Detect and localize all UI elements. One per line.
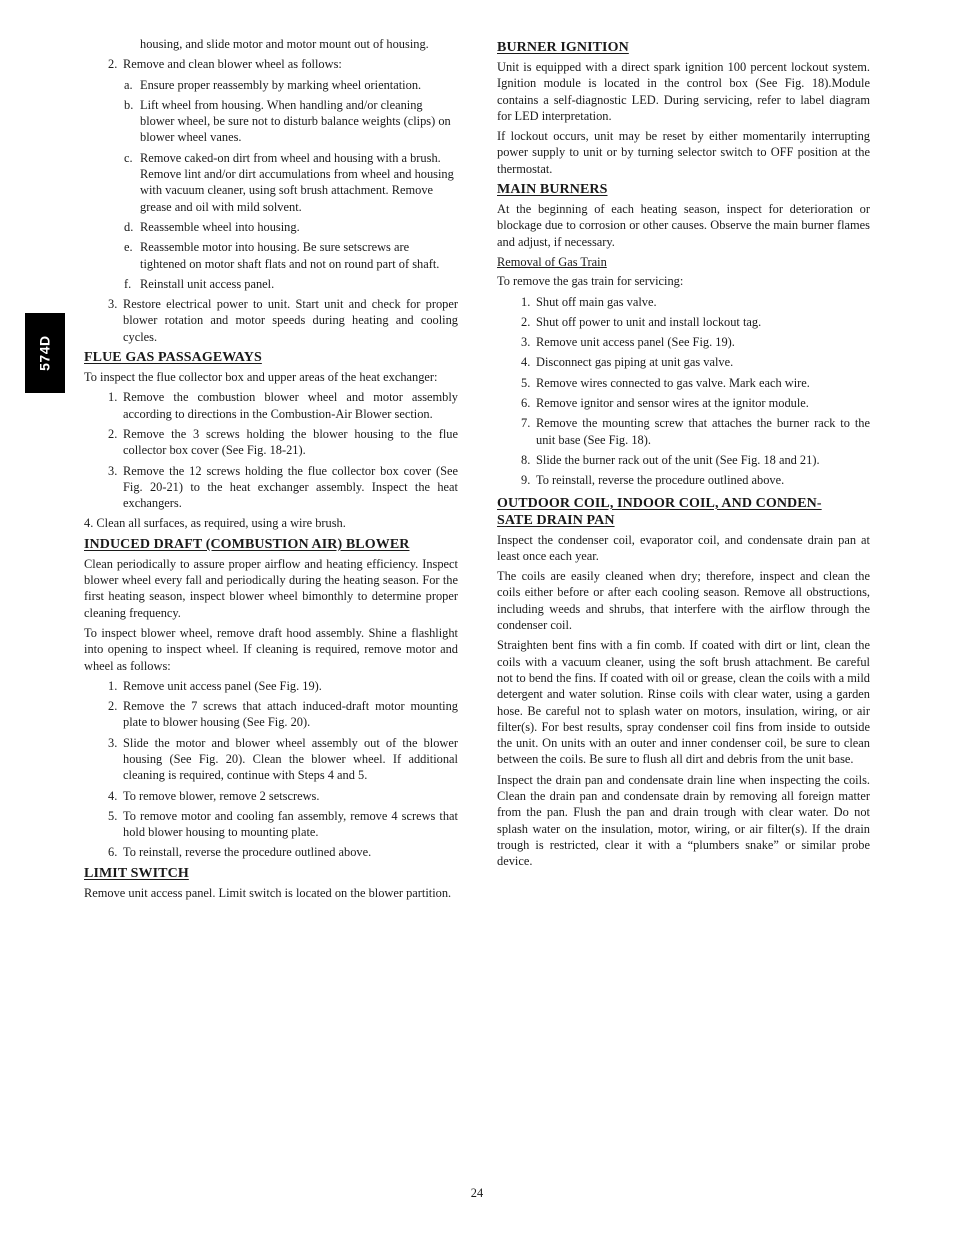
coil-p2: The coils are easily cleaned when dry; therefore, inspect and clean the coils either before or after each cooling season. Remove all obstructions, including weeds and shrubs, that interfere with the airflow through the condenser coil.: [497, 569, 870, 633]
burner-ignition-p2: If lockout occurs, unit may be reset by either momentarily interrupting power supply to unit or by turning selector switch to OFF position at the thermostat.: [497, 129, 870, 176]
list-item: 8. Slide the burner rack out of the unit (See Fig. 18 and 21).: [521, 452, 820, 467]
gas-train-subheading: Removal of Gas Train: [497, 254, 607, 269]
main-burners-heading: MAIN BURNERS: [497, 182, 608, 198]
list-item: 1. Shut off main gas valve.: [521, 294, 657, 309]
list-item: e. Reassemble motor into housing. Be sure setscrews are tightened on motor shaft flats and not on round part of shaft.: [124, 240, 440, 271]
gas-train-intro: To remove the gas train for servicing:: [497, 274, 684, 289]
model-tab-label: 574D: [36, 335, 53, 371]
blower-wheel-substeps: [84, 77, 458, 293]
main-burners-p1: At the beginning of each heating season, inspect for deterioration or blockage due to corrosion or other causes. Observe the main burner flames and adjust, if necessary.: [497, 202, 870, 249]
left-column: [84, 36, 458, 905]
list-item: 5. Remove wires connected to gas valve. Mark each wire.: [521, 375, 810, 390]
list-item: 6. Remove ignitor and sensor wires at the ignitor module.: [521, 396, 809, 411]
model-tab: [25, 313, 65, 393]
list-item: d. Reassemble wheel into housing.: [124, 219, 300, 234]
list-item: 3. Slide the motor and blower wheel assembly out of the blower housing (See Fig. 20). Clean the blower wheel. If additional cleaning is required, continue with Steps 4 and 5.: [108, 735, 458, 783]
right-column: [497, 36, 870, 873]
list-item: 3. Restore electrical power to unit. Start unit and check for proper blower rotation and motor speeds during heating and cooling cycles.: [108, 297, 458, 344]
list-item: 2. Remove the 7 screws that attach induced‑draft motor mounting plate to blower housing (See Fig. 20).: [108, 699, 458, 730]
induced-draft-heading: INDUCED DRAFT (COMBUSTION AIR) BLOWER: [84, 536, 410, 552]
induced-draft-steps: [84, 678, 458, 861]
list-item: a. Ensure proper reassembly by marking wheel orientation.: [124, 77, 422, 92]
flue-gas-step-4: 4. Clean all surfaces, as required, using a wire brush.: [84, 516, 346, 531]
continued-text: housing, and slide motor and motor mount out of housing.: [140, 37, 429, 51]
coil-p1: Inspect the condenser coil, evaporator coil, and condensate drain pan at least once each year.: [497, 532, 870, 563]
induced-draft-p2: To inspect blower wheel, remove draft hood assembly. Shine a flashlight into opening to inspect wheel. If cleaning is required, remove motor and wheel as follows:: [84, 625, 458, 673]
list-item: c. Remove caked‑on dirt from wheel and housing with a brush. Remove lint and/or dirt accumulations from wheel and housing with vacuum cleaner, using soft brush attachment. Remove grease and oil with mild solvent.: [124, 150, 454, 214]
burner-ignition-heading: BURNER IGNITION: [497, 40, 629, 55]
list-item: f. Reinstall unit access panel.: [124, 276, 275, 291]
flue-gas-intro: To inspect the flue collector box and upper areas of the heat exchanger:: [84, 370, 438, 385]
list-item: 2. Shut off power to unit and install lockout tag.: [521, 314, 762, 329]
list-item: 3. Remove the 12 screws holding the flue collector box cover (See Fig. 20‑21) to the heat exchanger assembly. Inspect the heat exchangers.: [108, 463, 458, 511]
flue-gas-heading: FLUE GAS PASSAGEWAYS: [84, 350, 262, 366]
list-item: 2. Remove the 3 screws holding the blower housing to the flue collector box cover (See Fig. 18‑21).: [108, 426, 458, 458]
burner-ignition-p1: Unit is equipped with a direct spark ignition 100 percent lockout system. Ignition module is located in the control box (See Fig. 18).Module contains a self‑diagnostic LED. During servicing, refer to label diagram for LED interpretation.: [497, 60, 870, 123]
flue-gas-steps: [84, 389, 458, 511]
list-item: 4. Disconnect gas piping at unit gas valve.: [521, 355, 734, 370]
coil-heading-line1: OUTDOOR COIL, INDOOR COIL, AND CONDEN-: [497, 495, 822, 511]
list-item: 2. Remove and clean blower wheel as follows:: [108, 57, 342, 72]
coil-heading: [497, 495, 870, 529]
induced-draft-p1: Clean periodically to assure proper airflow and heating efficiency. Inspect blower wheel every fall and periodically during the heating season. For the first heating season, inspect blower wheel bimonthly to determine proper cleaning frequency.: [84, 556, 458, 620]
list-item: 3. Remove unit access panel (See Fig. 19).: [521, 335, 735, 350]
coil-p4: Inspect the drain pan and condensate drain line when inspecting the coils. Clean the drain pan and condensate drain by removing all foreign matter from the pan. Flush the pan and drain trough with clear water. Do not splash water on the insulation, motor, wiring, or air filter(s). If the drain trough is restricted, clear it with a “plumbers snake” or similar probe device.: [497, 772, 870, 869]
page-number: 24: [470, 1186, 484, 1200]
list-item: 1. Remove the combustion blower wheel and motor assembly according to directions in the Combustion‑Air Blower section.: [108, 390, 458, 421]
list-item: 1. Remove unit access panel (See Fig. 19).: [108, 678, 322, 693]
list-item: 7. Remove the mounting screw that attaches the burner rack to the unit base (See Fig. 18).: [521, 416, 870, 447]
blower-steps-continued: [84, 56, 458, 72]
coil-heading-line2: SATE DRAIN PAN: [497, 512, 615, 528]
gas-train-steps: [497, 294, 870, 489]
list-item: b. Lift wheel from housing. When handling and/or cleaning blower wheel, be sure not to disturb balance weights (clips) on blower wheel vanes.: [124, 97, 451, 145]
blower-step-3: [84, 296, 458, 345]
coil-p3: Straighten bent fins with a fin comb. If coated with dirt or lint, clean the coils with a vacuum cleaner, using the soft brush attachment. Be careful not to bend the fins. If coated with oil or grease, clean the coils with a mild detergent and water solution. Rinse coils with clear water, using a garden hose. Be careful not to splash water on motors, insulation, wiring, or air filter(s). For best results, spray condenser coil fins from inside to outside the unit. On units with an outer and inner condenser coil, be sure to clean between the coils. Be sure to flush all dirt and debris from the unit base.: [497, 638, 870, 767]
list-item: 5. To remove motor and cooling fan assembly, remove 4 screws that hold blower housing to mounting plate.: [108, 808, 458, 840]
limit-switch-heading: LIMIT SWITCH: [84, 865, 189, 881]
list-item: 4. To remove blower, remove 2 setscrews.: [108, 788, 320, 803]
list-item: 6. To reinstall, reverse the procedure outlined above.: [108, 845, 372, 860]
limit-switch-p1: Remove unit access panel. Limit switch is located on the blower partition.: [84, 885, 452, 900]
list-item: 9. To reinstall, reverse the procedure outlined above.: [521, 473, 785, 488]
